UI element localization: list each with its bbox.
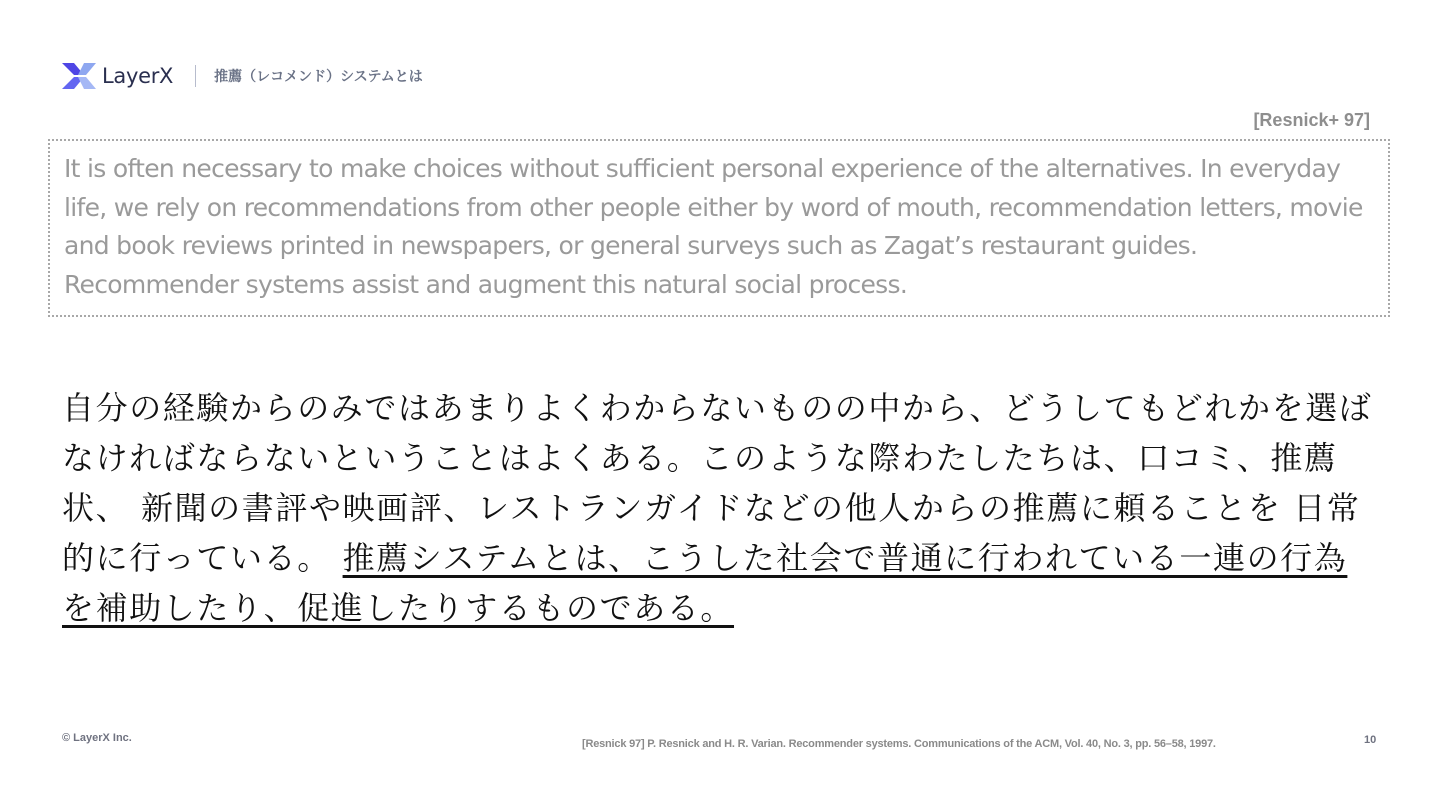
body-text — [62, 383, 1380, 633]
slide-header — [62, 60, 423, 92]
page-number: 10 — [1364, 734, 1377, 746]
header-divider — [195, 65, 196, 87]
body-emphasis-text: 推薦システムとは、こうした社会で普通に行われている一連の行為を補助したり、促進したりするものである。 — [62, 539, 1348, 627]
reference-footnote: [Resnick 97] P. Resnick and H. R. Varian. Recommender systems. Communications of the ACM, Vol. 40, No. 3, pp. 56–58, 1997. — [582, 738, 1216, 750]
body-plain-text: 自分の経験からのみではあまりよくわからないものの中から、どうしてもどれかを選ばなければならないということはよくある。このような際わたしたちは、口コミ、推薦状、 新聞の書評や映画評、レストランガイドなどの他人からの推薦に頼ることを 日常的に行っている。 — [62, 389, 1373, 577]
layerx-logo-icon — [62, 61, 96, 91]
copyright: © LayerX Inc. — [62, 732, 132, 744]
section-title: 推薦（レコメンド）システムとは — [214, 69, 423, 85]
logo-text: LayerX — [102, 64, 174, 88]
quote-text: It is often necessary to make choices without sufficient personal experience of the alternatives. In everyday life, we rely on recommendations from other people either by word of mouth, recommendation letters, movie and book reviews printed in newspapers, or general surveys such as Zagat’s restaurant guides. Recommender systems assist and augment this natural social process. — [64, 154, 1363, 299]
quote-box — [48, 139, 1390, 317]
citation-tag: [Resnick+ 97] — [1253, 110, 1370, 130]
